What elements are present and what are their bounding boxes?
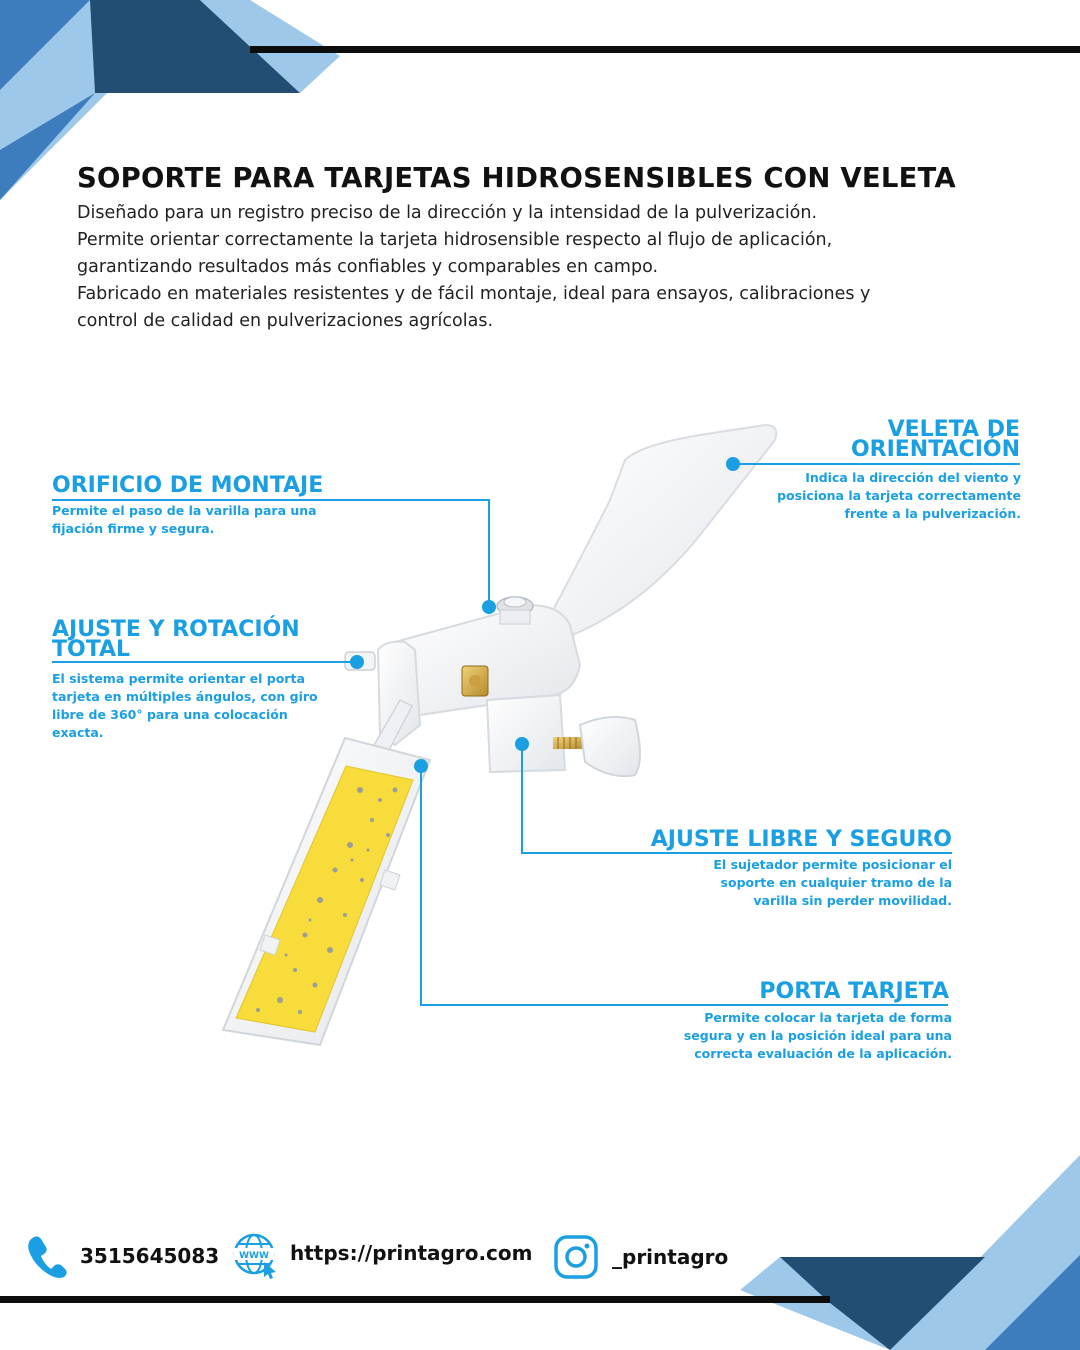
callout-line: exacta. <box>52 725 104 740</box>
callout-line: libre de 360° para una colocación <box>52 707 288 722</box>
callout-line: tarjeta en múltiples ángulos, con giro <box>52 689 318 704</box>
footer-instagram[interactable] <box>554 1235 728 1279</box>
description-line: garantizando resultados más confiables y comparables en campo. <box>77 257 659 277</box>
instagram-icon <box>554 1235 598 1279</box>
description-line: Fabricado en materiales resistentes y de fácil montaje, ideal para ensayos, calibraciones y <box>77 284 871 304</box>
callout-orificio-title: ORIFICIO DE MONTAJE <box>52 473 324 498</box>
callout-title-line: VELETA DE <box>887 417 1020 442</box>
instagram-handle[interactable]: _printagro <box>612 1245 729 1269</box>
description-line: Diseñado para un registro preciso de la dirección y la intensidad de la pulverización. <box>77 203 818 223</box>
callout-line: fijación firme y segura. <box>52 521 215 536</box>
callout-title-line: AJUSTE Y ROTACIÓN <box>52 617 300 642</box>
callout-line: correcta evaluación de la aplicación. <box>694 1046 952 1061</box>
callout-porta-title: PORTA TARJETA <box>759 979 949 1004</box>
callout-line: El sistema permite orientar el porta <box>52 671 305 686</box>
callout-line: El sujetador permite posicionar el <box>713 857 952 872</box>
callout-line: varilla sin perder movilidad. <box>753 893 952 908</box>
website-link[interactable]: https://printagro.com <box>290 1241 533 1265</box>
description-line: control de calidad en pulverizaciones agrícolas. <box>77 311 494 331</box>
callout-line: soporte en cualquier tramo de la <box>720 875 952 890</box>
callout-line: Permite el paso de la varilla para una <box>52 503 317 518</box>
callout-ajuste-rotacion-title <box>52 617 300 662</box>
callout-line: posiciona la tarjeta correctamente <box>777 488 1021 503</box>
callout-line: Indica la dirección del viento y <box>805 470 1021 485</box>
callout-line: segura y en la posición ideal para una <box>683 1028 952 1043</box>
description-line: Permite orientar correctamente la tarjeta hidrosensible respecto al flujo de aplicación, <box>77 230 833 250</box>
phone-icon <box>26 1234 68 1278</box>
callout-line: frente a la pulverización. <box>844 506 1021 521</box>
globe-icon <box>232 1232 280 1280</box>
footer-phone[interactable] <box>26 1234 219 1278</box>
footer-website[interactable] <box>232 1232 532 1280</box>
callout-ajuste-libre-title: AJUSTE LIBRE Y SEGURO <box>650 827 952 852</box>
callout-line: Permite colocar la tarjeta de forma <box>704 1010 952 1025</box>
callout-porta-text <box>640 1009 952 1063</box>
callout-veleta-title <box>760 417 1020 462</box>
callout-ajuste-libre-text <box>660 856 952 910</box>
svg-text:WWW: WWW <box>239 1251 269 1261</box>
phone-number: 3515645083 <box>80 1244 220 1268</box>
callout-orificio-text <box>52 502 372 538</box>
callout-veleta-text <box>740 469 1021 523</box>
callout-title-line: ORIENTACIÓN <box>850 437 1020 462</box>
callout-ajuste-rotacion-text <box>52 670 352 742</box>
callout-title-line: TOTAL <box>52 637 131 662</box>
page-title: SOPORTE PARA TARJETAS HIDROSENSIBLES CON VELETA <box>77 162 956 194</box>
